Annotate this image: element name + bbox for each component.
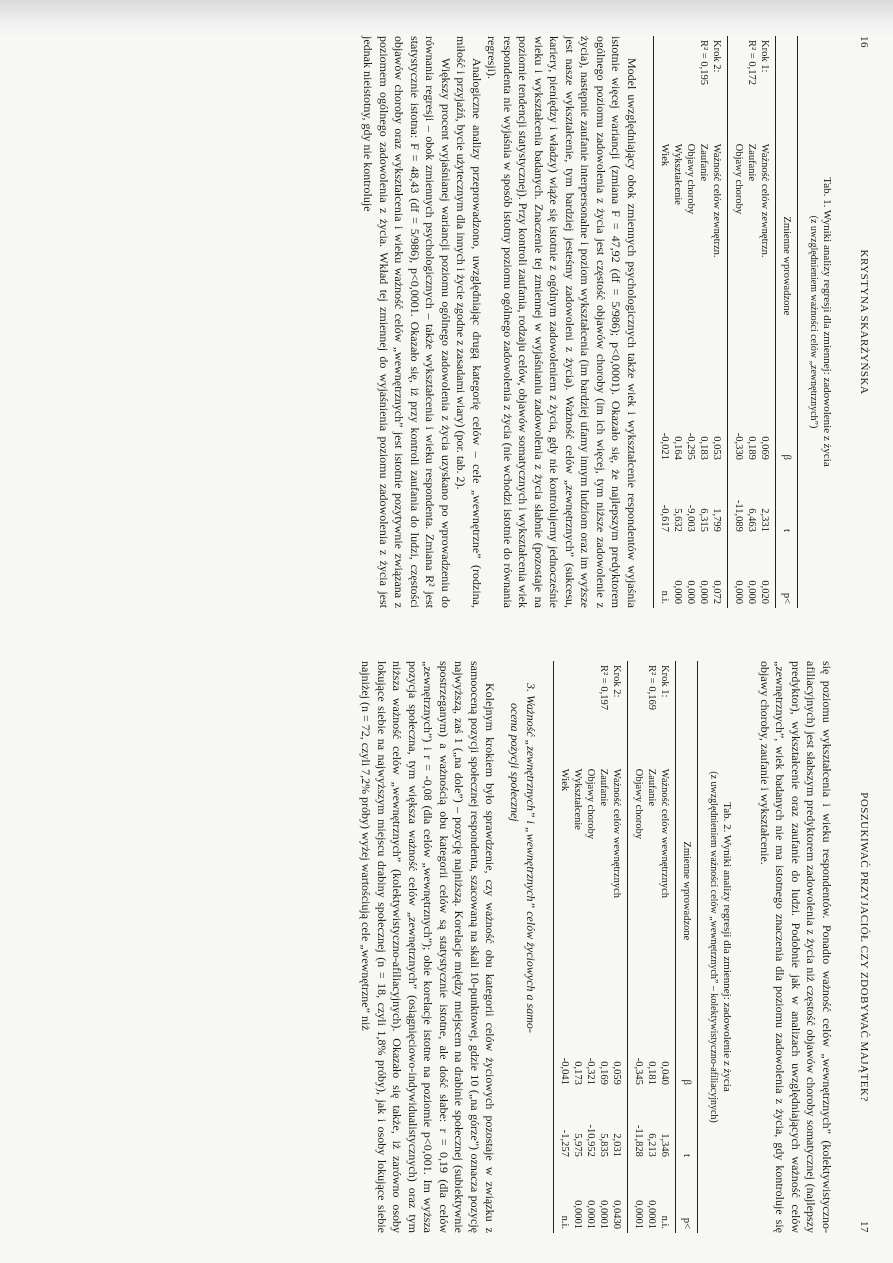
body-paragraph: Analogiczne analizy przeprowadzono, uwzględniając drugą kategorię celów – cele „wewnętrzne” (rodzina, miłość i przyjaźń, bycie użytecznym dla innych i życie zgodne z zasadami wiary) (por. tab. 2). xyxy=(454,35,484,608)
variable-name: Objawy choroby xyxy=(727,139,745,391)
page-content xyxy=(360,36,834,608)
t-value: 2,031 xyxy=(611,1132,622,1157)
table-row xyxy=(745,36,758,608)
variable-name: Wiek xyxy=(554,764,572,1016)
beta-value: -0,021 xyxy=(653,391,671,463)
variable-name: Zaufanie xyxy=(598,768,609,806)
table-row xyxy=(710,36,728,608)
beta-value: 0,053 xyxy=(710,435,722,460)
model-r2: R² = 0,172 xyxy=(745,39,757,85)
variable-name: Zaufanie xyxy=(697,143,709,181)
table-row xyxy=(645,661,658,1233)
model-step: Krok 2: xyxy=(710,39,722,72)
rotated-spread xyxy=(12,12,882,1252)
beta-value: -0,321 xyxy=(585,1057,596,1085)
variable-name: Ważność celów wewnętrznych xyxy=(659,768,670,898)
table-header-row xyxy=(676,661,698,1233)
variable-name: Objawy choroby xyxy=(684,143,696,214)
t-value: -11,089 xyxy=(727,463,745,535)
t-value: 5,835 xyxy=(598,1132,609,1157)
p-value: 0,0001 xyxy=(598,1199,609,1229)
t-value: -11,828 xyxy=(628,1088,646,1160)
variable-name: Ważność celów zewnętrzn. xyxy=(758,143,770,258)
beta-value: -0,330 xyxy=(727,391,745,463)
beta-value: 0,169 xyxy=(598,1060,609,1085)
table-header-row xyxy=(775,36,797,608)
t-value: 5,632 xyxy=(671,507,683,532)
table-title: Tab. 1. Wyniki analizy regresji dla zmiennej: zadowolenie z życia xyxy=(820,176,833,467)
page-content xyxy=(358,661,834,1233)
beta-value: 0,059 xyxy=(611,1060,622,1085)
body-paragraph: się poziomu wykształcenia i wieku respondentów. Ponadto ważność celów „wewnętrznych” (kolektywistyczno-afiliacyjnych) jest słabszym predyktorem zadowolenia z życia niż częstość objawów choroby somatycznej (najlepszy predyktor), wykształcenie oraz zaufanie do ludzi. Podobnie jak w analizach uwzględniających ważność celów „zewnętrznych”, wiek badanych nie ma istotnego znaczenia dla poziomu zadowolenia z życia, gdy kontroluje się objawy choroby, zaufanie i wykształcenie. xyxy=(757,660,834,1233)
p-value: 0,0001 xyxy=(628,1160,646,1232)
t-value: 5,975 xyxy=(572,1132,583,1157)
t-value: -10,952 xyxy=(585,1124,596,1157)
body-paragraph: Model uwzględniający obok zmiennych psychologicznych także wiek i wykształcenie respondentów wyjaśnia istotnie więcej wariancji (zmiana F = 47,92 (df = 5/986); p<0,0001). Okazało się, że najlepszym predyktorem ogólnego poziomu zadowolenia z życia jest częstość objawów choroby (im ich więcej, tym niższe zadowolenie z życia), następnie zaufanie interpersonalne i poziom wykształcenia (im bardziej ufamy innym ludziom oraz im wyższe jest nasze wykształcenie, tym bardziej jesteśmy zadowoleni z życia). Ważność celów „zewnętrznych” (sukcesu, kariery, pieniędzy i władzy) wiąże się istotnie z ogólnym zadowoleniem z życia, gdy nie kontrolujemy jednocześnie wieku i wykształcenia badanych. Znaczenie tej zmiennej w wyjaśnianiu zadowolenia z życia słabnie (pozostaje na poziomie tendencji statystycznej). Przy kontroli zaufania, rodzaju celów, objawów somatycznych i wykształcenia wiek respondenta nie wyjaśnia w sposób istotny poziomu ogólnego zadowolenia z życia (nie wchodzi istotnie do równania regresji). xyxy=(485,35,639,608)
table-row xyxy=(628,661,646,1233)
header-beta: β xyxy=(676,1016,698,1088)
header-variables: Zmienne wprowadzone xyxy=(676,764,698,1016)
body-paragraph: Kolejnym krokiem było sprawdzenie, czy ważność obu kategorii celów życiowych pozostaje w związku z samooceną pozycji społecznej respondenta, szacowaną na skali 10-punktowej, gdzie 10 („na górze”) oznacza pozycję najwyższą, zaś 1 („na dole”) – pozycję najniższą. Korelacje między miejscem na drabinie społecznej (subiektywnie spostrzeganym) a ważnością obu kategorii celów są statystycznie istotne, ale dość słabe: r = 0,19 (dla celów „zewnętrznych”) i r = -0,08 (dla celów „wewnętrznych”); obie korelacje istotne na poziomie p<0,001. Im wyższa pozycja społeczna, tym większa ważność celów „zewnętrznych” (osiągnięciowo-indywidualistycznych) oraz tym niższa ważność celów „wewnętrznych” (kolektywistyczno-afiliacyjnych). Okazało się także, iż zarówno osoby lokujące siebie na najwyższym miejscu drabiny społecznej (n = 18, czyli 1,8% próby), jak i osoby lokujące siebie najniżej (n = 72, czyli 7,2% próby) wyżej wartościują cele „wewnętrzne” niż xyxy=(359,660,497,1233)
header-beta: β xyxy=(775,391,797,463)
variable-name: Ważność celów wewnętrznych xyxy=(611,768,622,898)
running-header xyxy=(850,36,870,608)
t-value: 6,213 xyxy=(646,1132,657,1157)
variable-name: Zaufanie xyxy=(646,768,657,806)
t-value: 2,331 xyxy=(758,507,770,532)
table-row xyxy=(684,36,697,608)
body-paragraph: Większy procent wyjaśnianej wariancji poziomu ogólnego zadowolenia z życia uzyskano po wprowadzeniu do równania regresji – obok zmiennych psychologicznych – także wykształcenia i wieku respondenta. Zmiana R² jest statystycznie istotna: F = 48,43 (df = 5/986), p<0,0001. Okazało się, iż przy kontroli zaufania do ludzi, częstości objawów choroby oraz wykształcenia i wieku ważność celów „wewnętrznych” jest istotnie pozytywnie związana z poziomem ogólnego zadowolenia z życia. Wkład tej zmiennej do wyjaśnienia poziomu zadowolenia z życia jest jednak nieistotny, gdy nie kontroluje xyxy=(361,35,453,608)
section-heading-line2: ocena pozycji społecznej xyxy=(508,702,522,822)
variable-name: Wykształcenie xyxy=(671,143,683,205)
regression-table-2 xyxy=(553,661,698,1233)
p-value: n.i. xyxy=(653,535,671,607)
beta-value: 0,164 xyxy=(671,435,683,460)
table-row xyxy=(727,36,745,608)
header-p: p< xyxy=(676,1160,698,1232)
variable-name: Zaufanie xyxy=(745,143,757,181)
header-model xyxy=(775,36,797,140)
p-value: 0,0001 xyxy=(646,1199,657,1229)
beta-value: 0,183 xyxy=(697,435,709,460)
p-value: 0,000 xyxy=(684,579,696,604)
p-value: 0,000 xyxy=(727,535,745,607)
t-value: -9,003 xyxy=(684,504,696,532)
p-value: 0,0430 xyxy=(611,1199,622,1229)
model-r2: R² = 0,197 xyxy=(598,664,609,710)
variable-name: Ważność celów zewnętrzn. xyxy=(710,143,722,258)
table-row xyxy=(571,661,584,1233)
table-caption xyxy=(706,661,734,1233)
header-p: p< xyxy=(775,535,797,607)
table-row xyxy=(697,36,710,608)
table-row xyxy=(658,661,676,1233)
section-heading xyxy=(507,683,539,1233)
table-row xyxy=(758,36,776,608)
regression-table-1 xyxy=(653,36,798,608)
p-value: 0,000 xyxy=(745,579,757,604)
table-row xyxy=(597,661,610,1233)
variable-name: Objawy choroby xyxy=(585,768,596,839)
header-variables: Zmienne wprowadzone xyxy=(775,139,797,391)
t-value: -0,617 xyxy=(653,463,671,535)
beta-value: -0,295 xyxy=(684,432,696,460)
running-header xyxy=(850,661,870,1233)
model-step: Krok 2: xyxy=(611,664,622,697)
beta-value: -0,345 xyxy=(628,1016,646,1088)
model-r2: R² = 0,195 xyxy=(697,39,709,85)
running-head-title: POSZUKIWAĆ PRZYJACIÓŁ CZY ZDOBYWAĆ MAJĄTEK? xyxy=(857,791,870,1102)
beta-value: -0,041 xyxy=(554,1016,572,1088)
table-subtitle: (z uwzględnieniem ważności celów „wewnętrznych” – kolektywistyczno-afiliacyjnych) xyxy=(708,770,719,1123)
p-value: 0,020 xyxy=(758,579,770,604)
p-value: 0,000 xyxy=(697,579,709,604)
page-17 xyxy=(12,647,882,1247)
variable-name: Wiek xyxy=(653,139,671,391)
t-value: 1,346 xyxy=(659,1132,670,1157)
beta-value: 0,069 xyxy=(758,435,770,460)
beta-value: 0,040 xyxy=(659,1060,670,1085)
p-value: n.i. xyxy=(554,1160,572,1232)
p-value: 0,0001 xyxy=(585,1199,596,1229)
beta-value: 0,181 xyxy=(646,1060,657,1085)
model-r2: R² = 0,169 xyxy=(646,664,657,710)
variable-name: Objawy choroby xyxy=(628,764,646,1016)
table-caption xyxy=(806,36,834,608)
p-value: n.i. xyxy=(659,1215,670,1229)
table-title: Tab. 2. Wyniki analizy regresji dla zmiennej: zadowolenie z życia xyxy=(721,801,733,1092)
t-value: -1,257 xyxy=(554,1088,572,1160)
t-value: 1,799 xyxy=(710,507,722,532)
header-t: t xyxy=(775,463,797,535)
variable-name: Wykształcenie xyxy=(572,768,583,830)
section-heading-line1: 3. Ważność „zewnętrznych” i „wewnętrznych” celów życiowych a samo- xyxy=(524,682,538,1033)
beta-value: 0,189 xyxy=(745,435,757,460)
t-value: 6,463 xyxy=(745,507,757,532)
header-t: t xyxy=(676,1088,698,1160)
model-step: Krok 1: xyxy=(659,664,670,697)
table-row xyxy=(554,661,572,1233)
table-row xyxy=(610,661,628,1233)
table-row xyxy=(584,661,597,1233)
t-value: 6,315 xyxy=(697,507,709,532)
table-row xyxy=(653,36,671,608)
beta-value: 0,173 xyxy=(572,1060,583,1085)
running-head-author: KRYSTYNA SKARŻYŃSKA xyxy=(857,249,870,394)
p-value: 0,000 xyxy=(671,579,683,604)
page-16 xyxy=(12,22,882,622)
page-number: 16 xyxy=(857,35,870,48)
page-number: 17 xyxy=(857,1220,870,1233)
model-step: Krok 1: xyxy=(758,39,770,72)
p-value: 0,0001 xyxy=(572,1199,583,1229)
table-subtitle: (z uwzględnieniem ważności celów „zewnętrznych”) xyxy=(807,215,819,428)
header-model xyxy=(676,661,698,765)
p-value: 0,072 xyxy=(710,579,722,604)
table-row xyxy=(671,36,684,608)
